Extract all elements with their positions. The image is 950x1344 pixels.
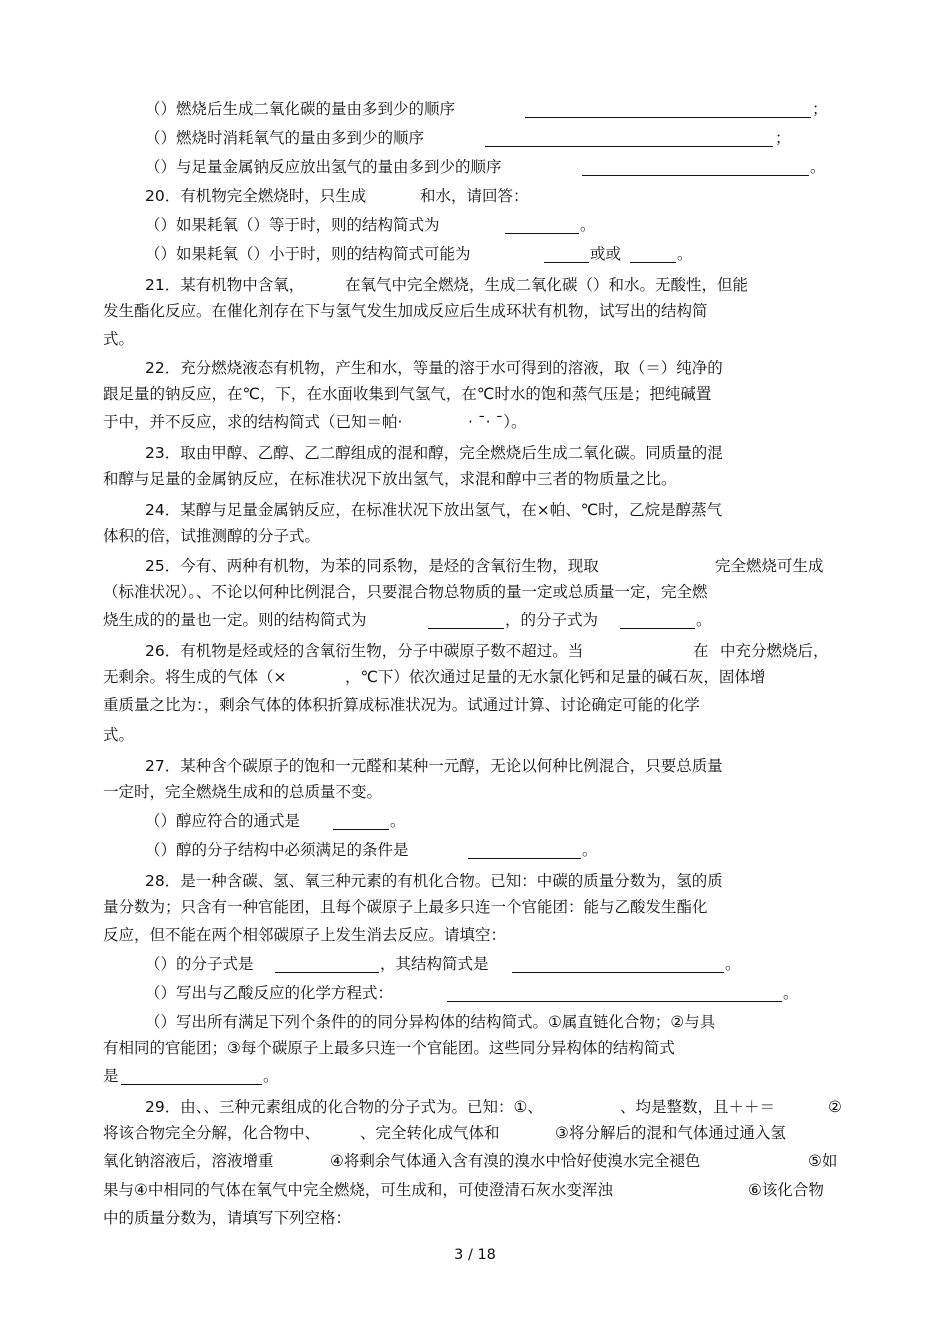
text-line: 。 xyxy=(696,611,712,629)
text-line: 、均是整数，且＋＋＝ xyxy=(620,1098,776,1116)
answer-blank[interactable] xyxy=(620,628,695,629)
text-line: 27．某种含个碳原子的饱和一元醛和某种一元醇，无论以何种比例混合，只要总质量 xyxy=(145,757,723,775)
text-line: 。 xyxy=(580,216,596,234)
text-line: ，其结构简式是 xyxy=(380,955,489,973)
text-line: ； xyxy=(775,129,791,147)
text-line: 一定时，完全燃烧生成和的总质量不变。 xyxy=(103,783,383,801)
text-line: 。 xyxy=(725,955,741,973)
text-line: 。 xyxy=(810,158,826,176)
answer-blank[interactable] xyxy=(544,262,589,263)
text-line: 体积的倍，试推测醇的分子式。 xyxy=(103,527,321,545)
text-line: 跟足量的钠反应，在℃，下，在水面收集到气氢气，在℃时水的饱和蒸气压是；把纯碱置 xyxy=(103,385,712,403)
text-line: · ¯· ¯）。 xyxy=(468,413,527,431)
text-line: ⑥该化合物 xyxy=(748,1181,824,1199)
text-line: （）燃烧后生成二氧化碳的量由多到少的顺序 xyxy=(145,100,456,118)
text-line: 量分数为；只含有一种官能团，且每个碳原子上最多只连一个官能团：能与乙酸发生酯化 xyxy=(103,898,708,916)
text-line: 式。 xyxy=(103,726,135,744)
text-line: （）写出与乙酸反应的化学方程式： xyxy=(145,984,394,1002)
answer-blank[interactable] xyxy=(428,628,504,629)
text-line: ，的分子式为 xyxy=(505,611,599,629)
answer-blank[interactable] xyxy=(512,972,724,973)
text-line: （）与足量金属钠反应放出氢气的量由多到少的顺序 xyxy=(145,158,502,176)
text-line: 或或 xyxy=(590,245,622,263)
text-line: 中充分燃烧后， xyxy=(720,642,829,660)
text-line: 果与④中相同的气体在氧气中完全燃烧，可生成和，可使澄清石灰水变浑浊 xyxy=(103,1181,613,1199)
text-line: 反应，但不能在两个相邻碳原子上发生消去反应。请填空： xyxy=(103,926,507,944)
text-line: 在氧气中完全燃烧，生成二氧化碳（）和水。无酸性，但能 xyxy=(345,276,749,294)
answer-blank[interactable] xyxy=(630,262,676,263)
answer-blank[interactable] xyxy=(333,829,389,830)
answer-blank[interactable] xyxy=(121,1084,262,1085)
text-line: 26．有机物是烃或烃的含氧衍生物，分子中碳原子数不超过。当 xyxy=(145,642,584,660)
text-line: 。 xyxy=(677,245,693,263)
text-line: 和醇与足量的金属钠反应，在标准状况下放出氢气，求混和醇中三者的物质量之比。 xyxy=(103,470,677,488)
text-line: 20．有机物完全燃烧时，只生成 xyxy=(145,187,367,205)
text-line: 中的质量分数为，请填写下列空格： xyxy=(103,1209,352,1227)
answer-blank[interactable] xyxy=(485,146,773,147)
text-line: 完全燃烧可生成 xyxy=(715,557,824,575)
answer-blank[interactable] xyxy=(468,858,581,859)
text-line: （）醇的分子结构中必须满足的条件是 xyxy=(145,841,409,859)
text-line: 。 xyxy=(390,812,406,830)
text-line: ，℃下）依次通过足量的无水氯化钙和足量的碱石灰，固体增 xyxy=(345,668,766,686)
page-number: 3 / 18 xyxy=(454,1247,496,1263)
text-line: 氧化钠溶液后，溶液增重 xyxy=(103,1152,274,1170)
text-line: 。 xyxy=(783,984,799,1002)
text-line: 无剩余。将生成的气体（× xyxy=(103,668,287,686)
text-line: ④将剩余气体通入含有溴的溴水中恰好使溴水完全褪色 xyxy=(330,1152,701,1170)
answer-blank[interactable] xyxy=(447,1001,782,1002)
text-line: （标准状况）。、不论以何种比例混合，只要混合物总物质的量一定或总质量一定，完全燃 xyxy=(103,583,708,601)
text-line: 。 xyxy=(582,841,598,859)
text-line: 是 xyxy=(103,1067,119,1085)
text-line: （）如果耗氧（）等于时，则的结构简式为 xyxy=(145,216,440,234)
text-line: （）醇应符合的通式是 xyxy=(145,812,301,830)
text-line: 22．充分燃烧液态有机物，产生和水，等量的溶于水可得到的溶液，取（＝）纯净的 xyxy=(145,359,723,377)
answer-blank[interactable] xyxy=(505,233,579,234)
text-line: （）的分子式是 xyxy=(145,955,254,973)
text-line: 23．取由甲醇、乙醇、乙二醇组成的混和醇，完全燃烧后生成二氧化碳。同质量的混 xyxy=(145,444,723,462)
text-line: ⑤如 xyxy=(808,1152,838,1170)
text-line: （）写出所有满足下列个条件的的同分异构体的结构简式。①属直链化合物；②与具 xyxy=(145,1013,716,1031)
text-line: 有相同的官能团；③每个碳原子上最多只连一个官能团。这些同分异构体的结构简式 xyxy=(103,1039,675,1057)
text-line: 发生酯化反应。在催化剂存在下与氢气发生加成反应后生成环状有机物，试写出的结构简 xyxy=(103,302,708,320)
text-line: ② xyxy=(828,1098,842,1116)
text-line: 。 xyxy=(263,1067,279,1085)
text-line: 28．是一种含碳、氢、氧三种元素的有机化合物。已知：中碳的质量分数为，氢的质 xyxy=(145,872,723,890)
text-line: 于中，并不反应，求的结构简式（已知＝帕· xyxy=(103,413,403,431)
text-line: ③将分解后的混和气体通过通入氢 xyxy=(555,1124,786,1142)
text-line: 29．由、、三种元素组成的化合物的分子式为。已知：①、 xyxy=(145,1098,543,1116)
answer-blank[interactable] xyxy=(275,972,379,973)
answer-blank[interactable] xyxy=(525,117,811,118)
text-line: 21．某有机物中含氧， xyxy=(145,276,305,294)
text-line: ； xyxy=(812,100,828,118)
text-line: 烧生成的的量也一定。则的结构简式为 xyxy=(103,611,367,629)
text-line: 式。 xyxy=(103,330,135,348)
text-line: 24．某醇与足量金属钠反应，在标准状况下放出氢气，在×帕、℃时，乙烷是醇蒸气 xyxy=(145,501,723,519)
text-line: 25．今有、两种有机物，为苯的同系物，是烃的含氧衍生物，现取 xyxy=(145,557,599,575)
answer-blank[interactable] xyxy=(582,175,809,176)
text-line: 将该合物完全分解，化合物中、 xyxy=(103,1124,321,1142)
text-line: 在 xyxy=(693,642,709,660)
text-line: 重质量之比为：，剩余气体的体积折算成标准状况为。试通过计算、讨论确定可能的化学 xyxy=(103,696,700,714)
text-line: 、完全转化成气体和 xyxy=(360,1124,500,1142)
text-line: （）如果耗氧（）小于时，则的结构简式可能为 xyxy=(145,245,471,263)
text-line: 和水，请回答： xyxy=(420,187,529,205)
text-line: （）燃烧时消耗氧气的量由多到少的顺序 xyxy=(145,129,425,147)
